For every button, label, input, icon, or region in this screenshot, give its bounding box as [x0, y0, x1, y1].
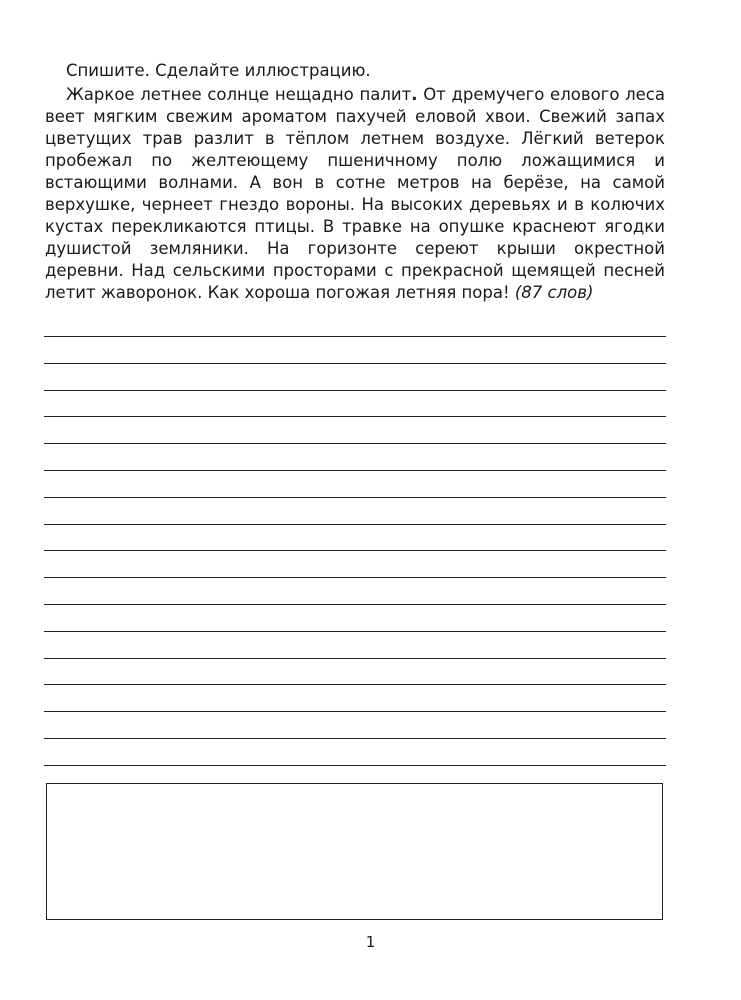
- writing-line[interactable]: [44, 711, 666, 738]
- writing-line[interactable]: [44, 738, 666, 765]
- dictation-paragraph: [45, 84, 665, 304]
- page-number: 1: [365, 933, 376, 951]
- writing-line[interactable]: [44, 390, 666, 417]
- illustration-box[interactable]: [46, 783, 663, 920]
- writing-line[interactable]: [44, 550, 666, 577]
- dictation-text-part1: Жаркое летнее солнце нещадно палит: [66, 85, 412, 104]
- writing-line[interactable]: [44, 336, 666, 363]
- writing-lines[interactable]: [44, 336, 666, 792]
- word-count: (87 слов): [514, 283, 594, 302]
- writing-line[interactable]: [44, 631, 666, 658]
- writing-line[interactable]: [44, 363, 666, 390]
- writing-line[interactable]: [44, 658, 666, 685]
- writing-line[interactable]: [44, 577, 666, 604]
- dictation-bold-period: .: [411, 85, 418, 104]
- writing-line[interactable]: [44, 524, 666, 551]
- writing-line[interactable]: [44, 497, 666, 524]
- dictation-text: [45, 84, 665, 304]
- task-instruction: Спишите. Сделайте иллюстрацию.: [66, 61, 371, 80]
- writing-line[interactable]: [44, 684, 666, 711]
- writing-line[interactable]: [44, 604, 666, 631]
- writing-line[interactable]: [44, 443, 666, 470]
- writing-line[interactable]: [44, 416, 666, 443]
- dictation-text-part2: От дремучего елового леса веет мягким свежим ароматом пахучей еловой хвои. Свежий запах цветущих трав разлит в тёплом летнем воздухе. Лёгкий ветерок пробежал по желтеющему пшеничному полю ложащимися и встающими волнами. А вон в сотне метров на берёзе, на самой верхушке, чернеет гнездо вороны. На высоких деревьях и в колючих кустах перекликаются птицы. В травке на опушке краснеют ягодки душистой земляники. На горизонте сереют крыши окрестной деревни. Над сельскими просторами с прекрасной щемящей песней летит жаворонок. Как хороша погожая летняя пора!: [45, 85, 665, 302]
- writing-line[interactable]: [44, 470, 666, 497]
